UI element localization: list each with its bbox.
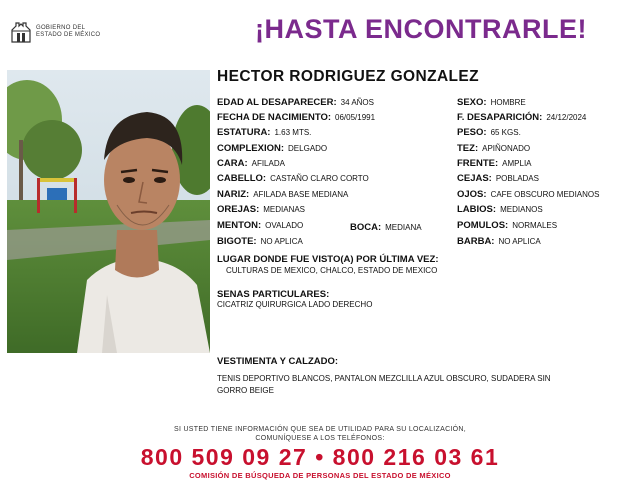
marks-value: CICATRIZ QUIRURGICA LADO DERECHO — [217, 300, 373, 309]
state-government-logo — [10, 20, 120, 46]
clothing-line-1: TENIS DEPORTIVO BLANCOS, PANTALON MEZCLILLA AZUL OBSCURO, SUDADERA SIN — [217, 374, 551, 383]
headline: ¡HASTA ENCONTRARLE! — [255, 14, 587, 44]
field-ojos — [457, 189, 599, 200]
field-label: COMPLEXION: — [217, 143, 285, 154]
field-value: AFILADA — [251, 159, 285, 168]
field-boca — [350, 222, 422, 233]
field-frente — [457, 158, 532, 169]
field-label: F. DESAPARICIÓN: — [457, 112, 543, 123]
last-seen-value: CULTURAS DE MEXICO, CHALCO, ESTADO DE MEXICO — [226, 266, 438, 275]
field-bigote — [217, 236, 303, 247]
field-label: ESTATURA: — [217, 127, 271, 138]
field-value: AFILADA BASE MEDIANA — [253, 190, 349, 199]
field-label: NARIZ: — [217, 189, 250, 200]
person-name: HECTOR RODRIGUEZ GONZALEZ — [217, 68, 480, 85]
phone-separator: • — [315, 444, 325, 470]
field-value: AMPLIA — [502, 159, 532, 168]
phone-numbers — [0, 444, 640, 471]
field-label: BARBA: — [457, 236, 495, 247]
field-cara — [217, 158, 285, 169]
field-sexo — [457, 97, 526, 108]
field-label: CEJAS: — [457, 173, 492, 184]
field-label: MENTON: — [217, 220, 262, 231]
field-value: CASTAÑO CLARO CORTO — [270, 174, 369, 183]
field-value: 65 KGS. — [490, 128, 521, 137]
field-value: HOMBRE — [490, 98, 526, 107]
field-complexion — [217, 143, 327, 154]
field-fecha-nacimiento — [217, 112, 375, 123]
field-value: 06/05/1991 — [335, 113, 376, 122]
field-cejas — [457, 173, 539, 184]
field-value: DELGADO — [288, 144, 328, 153]
field-barba — [457, 236, 541, 247]
field-label: SEXO: — [457, 97, 487, 108]
phone-1[interactable]: 800 509 09 27 — [140, 444, 308, 470]
field-peso — [457, 127, 521, 138]
field-estatura — [217, 127, 311, 138]
footer-info-line-1: SI USTED TIENE INFORMACIÓN QUE SEA DE UTILIDAD PARA SU LOCALIZACIÓN, — [173, 426, 467, 433]
field-nariz — [217, 189, 348, 200]
field-label: LABIOS: — [457, 204, 497, 215]
field-label: OREJAS: — [217, 204, 260, 215]
field-label: BOCA: — [350, 222, 382, 233]
clothing-line-2: GORRO BEIGE — [217, 386, 274, 395]
field-label: BIGOTE: — [217, 236, 257, 247]
field-value: 1.63 MTS. — [274, 128, 312, 137]
state-seal-icon — [10, 20, 32, 44]
field-label: OJOS: — [457, 189, 487, 200]
field-label: EDAD AL DESAPARECER: — [217, 97, 337, 108]
field-value: 24/12/2024 — [546, 113, 587, 122]
phone-2[interactable]: 800 216 03 61 — [332, 444, 500, 470]
field-label: CARA: — [217, 158, 248, 169]
field-pomulos — [457, 220, 557, 231]
field-cabello — [217, 173, 369, 184]
logo-wordmark: GOBIERNO DEL ESTADO DE MÉXICO — [36, 25, 101, 38]
field-menton — [217, 220, 303, 231]
field-value: NO APLICA — [260, 237, 303, 246]
field-value: MEDIANOS — [500, 205, 543, 214]
field-label: TEZ: — [457, 143, 479, 154]
field-label: POMULOS: — [457, 220, 509, 231]
field-value: APIÑONADO — [482, 144, 531, 153]
field-tez — [457, 143, 530, 154]
field-orejas — [217, 204, 305, 215]
field-value: MEDIANA — [385, 223, 422, 232]
commission-name: COMISIÓN DE BÚSQUEDA DE PERSONAS DEL ESTADO DE MÉXICO — [189, 471, 451, 480]
field-label: FECHA DE NACIMIENTO: — [217, 112, 331, 123]
field-value: NO APLICA — [498, 237, 541, 246]
field-label: FRENTE: — [457, 158, 499, 169]
missing-person-photo — [7, 70, 210, 353]
field-value: NORMALES — [512, 221, 558, 230]
field-value: MEDIANAS — [263, 205, 306, 214]
footer-info-line-2: COMUNÍQUESE A LOS TELÉFONOS: — [255, 435, 385, 442]
field-fecha-desaparicion — [457, 112, 586, 123]
clothing-label: VESTIMENTA Y CALZADO: — [217, 356, 339, 367]
field-edad — [217, 97, 374, 108]
field-label: PESO: — [457, 127, 487, 138]
field-label: CABELLO: — [217, 173, 267, 184]
field-value: 34 AÑOS — [340, 98, 374, 107]
field-labios — [457, 204, 543, 215]
field-value: POBLADAS — [495, 174, 539, 183]
marks-label: SENAS PARTICULARES: — [217, 289, 330, 300]
photo-illustration — [7, 70, 210, 353]
last-seen-label: LUGAR DONDE FUE VISTO(A) POR ÚLTIMA VEZ: — [217, 254, 439, 265]
field-value: OVALADO — [265, 221, 304, 230]
field-value: CAFE OBSCURO MEDIANOS — [490, 190, 600, 199]
